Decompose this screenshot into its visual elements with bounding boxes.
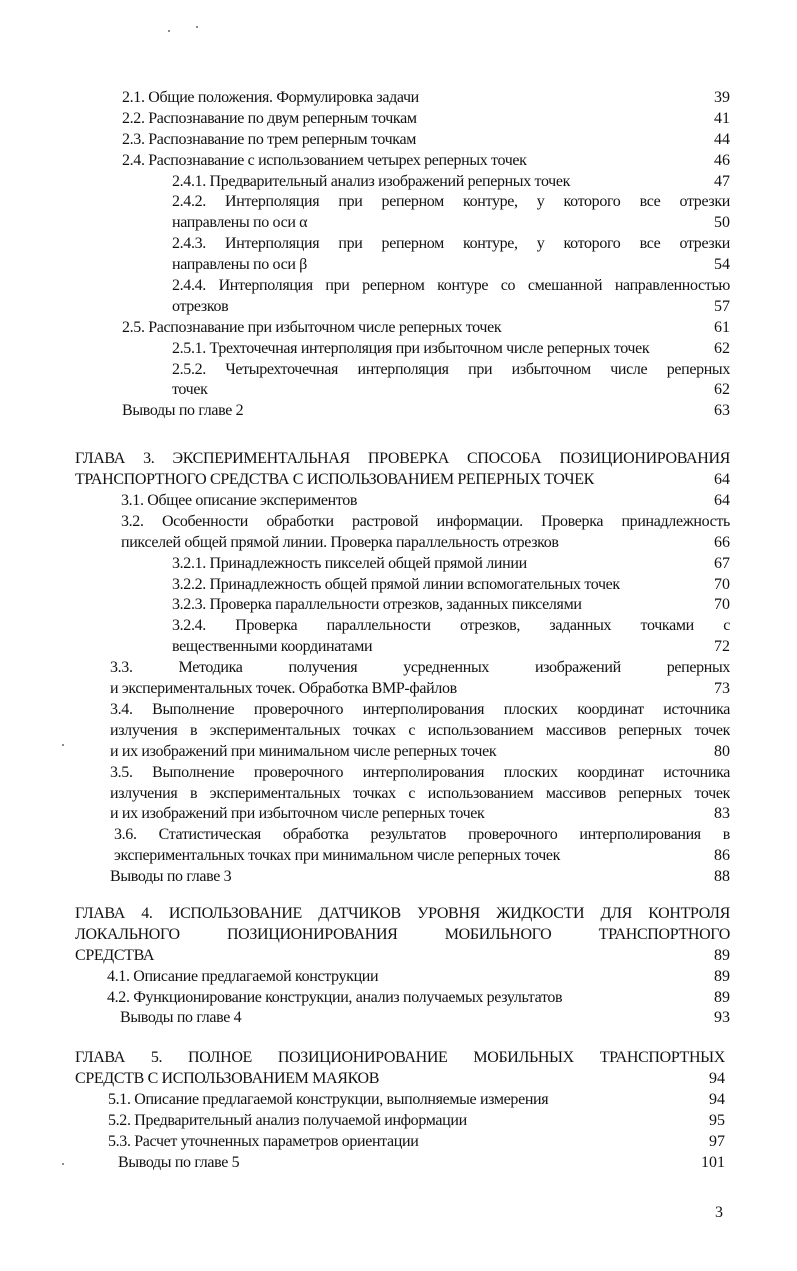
toc-entry [110, 700, 730, 763]
toc-entry-text: 3.5. Выполнение проверочного интерполирования плоских координат источника [110, 763, 730, 781]
toc-entry [172, 339, 730, 360]
toc-page-number: 39 [714, 89, 730, 106]
toc-page-number: 80 [714, 742, 730, 760]
toc-entry [114, 825, 730, 867]
toc-page-number: 50 [714, 214, 730, 232]
toc-page-number: 86 [714, 847, 730, 865]
toc-entry-text: точек [172, 381, 208, 399]
toc-entry [122, 151, 730, 172]
toc-entry [121, 491, 730, 512]
toc-page-number: 97 [709, 1132, 725, 1150]
toc-page-number: 83 [714, 805, 730, 823]
toc-entry-text: ГЛАВА 3. ЭКСПЕРИМЕНТАЛЬНАЯ ПРОВЕРКА СПОСОБА ПОЗИЦИОНИРОВАНИЯ [75, 450, 730, 468]
toc-entry-text: 3.4. Выполнение проверочного интерполирования плоских координат источника [110, 700, 730, 718]
toc-entry-text: 2.4.2. Интерполяция при реперном контуре, у которого все отрезки [172, 193, 730, 211]
toc-entry-text: 3.1. Общее описание экспериментов [121, 492, 358, 510]
toc-page-number: 94 [709, 1091, 725, 1109]
toc-entry-text: вещественными координатами [172, 638, 373, 656]
toc-page-number: 62 [714, 339, 730, 357]
toc-entry [108, 1132, 725, 1153]
toc-page-number: 89 [714, 967, 730, 985]
toc-page-number: 66 [714, 533, 730, 551]
toc-entry-text: 3.2. Особенности обработки растровой информации. Проверка принадлежность [121, 512, 730, 530]
toc-entry [172, 616, 730, 658]
toc-page-number: 101 [701, 1153, 725, 1171]
toc-page-number: 46 [714, 151, 730, 169]
toc-entry-text: 2.5. Распознавание при избыточном числе реперных точек [122, 318, 502, 336]
toc-entry-text: Выводы по главе 5 [118, 1153, 240, 1171]
toc-entry-text: 2.1. Общие положения. Формулировка задачи [122, 89, 419, 106]
toc-entry-text: экспериментальных точках при минимальном числе реперных точек [114, 847, 561, 865]
toc-page-number: 72 [714, 638, 730, 656]
toc-entry-text: 2.4.3. Интерполяция при реперном контуре, у которого все отрезки [172, 235, 730, 253]
toc-entry-text: ГЛАВА 5. ПОЛНОЕ ПОЗИЦИОНИРОВАНИЕ МОБИЛЬНЫХ ТРАНСПОРТНЫХ [75, 1049, 725, 1067]
toc-entry [108, 1090, 725, 1111]
toc-entry [172, 234, 730, 276]
toc-page-number: 62 [714, 381, 730, 399]
toc-entry [121, 512, 730, 554]
toc-page-number: 94 [709, 1070, 725, 1088]
toc-entry-text: ЛОКАЛЬНОГО ПОЗИЦИОНИРОВАНИЯ МОБИЛЬНОГО ТРАНСПОРТНОГО [75, 925, 730, 943]
toc-chapter-heading [75, 904, 730, 967]
toc-entry [122, 401, 730, 422]
toc-entry-text: ГЛАВА 4. ИСПОЛЬЗОВАНИЕ ДАТЧИКОВ УРОВНЯ ЖИДКОСТИ ДЛЯ КОНТРОЛЯ [75, 904, 730, 922]
toc-entry [172, 172, 730, 193]
toc-entry [108, 1111, 725, 1132]
toc-entry [172, 192, 730, 234]
toc-entry [172, 575, 730, 596]
toc-page-number: 88 [714, 868, 730, 886]
toc-entry-text: 3.3. Методика получения усредненных изображений реперных [110, 659, 730, 677]
toc-entry [122, 109, 730, 130]
toc-entry-text: и их изображений при минимальном числе реперных точек [110, 742, 497, 760]
toc-chapter-heading [75, 449, 730, 491]
toc-entry-text: СРЕДСТВ С ИСПОЛЬЗОВАНИЕМ МАЯКОВ [75, 1070, 380, 1088]
toc-page-number: 57 [714, 297, 730, 315]
toc-entry-text: 5.3. Расчет уточненных параметров ориентации [108, 1132, 419, 1150]
toc-page-number: 93 [714, 1009, 730, 1027]
toc-page-number: 67 [714, 554, 730, 572]
toc-page-number: 89 [714, 946, 730, 964]
toc-entry-text: излучения в экспериментальных точках с использованием массивов реперных точек [110, 721, 730, 739]
toc-entry-text: направлены по оси α [172, 214, 308, 232]
toc-entry [110, 658, 730, 700]
toc-page-number: 95 [709, 1111, 725, 1129]
toc-entry [107, 967, 730, 988]
scan-speck [62, 744, 64, 746]
toc-entry [172, 276, 730, 318]
toc-page-number: 73 [714, 680, 730, 698]
toc-entry-text: и экспериментальных точек. Обработка BMP-файлов [110, 680, 457, 698]
toc-entry-text: излучения в экспериментальных точках с использованием массивов реперных точек [110, 784, 730, 802]
toc-entry-text: СРЕДСТВА [75, 946, 155, 964]
toc-entry [120, 1008, 730, 1029]
toc-entry [172, 554, 730, 575]
toc-entry-text: пикселей общей прямой линии. Проверка параллельность отрезков [121, 533, 559, 551]
toc-page-number: 64 [714, 471, 730, 489]
toc-entry-text: 2.5.1. Трехточечная интерполяция при избыточном числе реперных точек [172, 339, 650, 357]
toc-page-number: 63 [714, 402, 730, 420]
toc-entry-text: 4.2. Функционирование конструкции, анализ получаемых результатов [107, 988, 563, 1006]
toc-entry-text: Выводы по главе 3 [110, 868, 232, 886]
toc-entry-text: 2.2. Распознавание по двум реперным точкам [122, 109, 417, 127]
scan-speck [196, 26, 198, 28]
toc-page-number: 61 [714, 318, 730, 336]
toc-entry-text: 2.4. Распознавание с использованием четырех реперных точек [122, 151, 527, 169]
toc-entry-text: Выводы по главе 4 [120, 1009, 242, 1027]
toc-page-number: 54 [714, 256, 730, 274]
toc-entry [122, 130, 730, 151]
table-of-contents [0, 88, 797, 1174]
toc-entry [107, 988, 730, 1009]
toc-page-number: 70 [714, 575, 730, 593]
page-number: 3 [715, 1204, 723, 1221]
toc-entry-text: направлены по оси β [172, 256, 307, 274]
toc-page-number: 44 [714, 130, 730, 148]
toc-entry-text: 3.6. Статистическая обработка результатов проверочного интерполирования в [114, 826, 730, 844]
toc-page-number: 41 [714, 109, 730, 127]
toc-entry [172, 360, 730, 402]
toc-entry [122, 318, 730, 339]
toc-chapter-heading [75, 1048, 725, 1090]
toc-entry-text: 2.3. Распознавание по трем реперным точкам [122, 130, 416, 148]
toc-entry-text: 3.2.3. Проверка параллельности отрезков, заданных пикселями [172, 596, 582, 614]
toc-entry-text: 2.4.4. Интерполяция при реперном контуре со смешанной направленностью [172, 277, 730, 295]
toc-entry-text: 5.2. Предварительный анализ получаемой информации [108, 1111, 467, 1129]
scan-speck [62, 1163, 64, 1165]
toc-entry-text: 3.2.1. Принадлежность пикселей общей прямой линии [172, 554, 527, 572]
toc-entry-text: 3.2.4. Проверка параллельности отрезков, заданных точками с [172, 617, 730, 635]
toc-page-number: 89 [714, 988, 730, 1006]
toc-entry-text: 4.1. Описание предлагаемой конструкции [107, 967, 379, 985]
toc-page-number: 47 [714, 172, 730, 190]
toc-entry-text: Выводы по главе 2 [122, 402, 244, 420]
toc-entry [122, 88, 730, 109]
toc-entry-text: ТРАНСПОРТНОГО СРЕДСТВА С ИСПОЛЬЗОВАНИЕМ РЕПЕРНЫХ ТОЧЕК [75, 471, 594, 489]
toc-entry [110, 867, 730, 888]
toc-entry-text: 2.5.2. Четырехточечная интерполяция при избыточном числе реперных [172, 360, 730, 378]
toc-page-number: 64 [714, 492, 730, 510]
toc-entry-text: 2.4.1. Предварительный анализ изображений реперных точек [172, 172, 571, 190]
toc-entry-text: отрезков [172, 297, 229, 315]
toc-entry [172, 595, 730, 616]
scan-speck [168, 30, 170, 32]
toc-entry [118, 1153, 725, 1174]
toc-page-number: 70 [714, 596, 730, 614]
toc-entry-text: 5.1. Описание предлагаемой конструкции, выполняемые измерения [108, 1091, 549, 1109]
toc-entry-text: 3.2.2. Принадлежность общей прямой линии вспомогательных точек [172, 575, 620, 593]
toc-entry [110, 763, 730, 826]
toc-entry-text: и их изображений при избыточном числе реперных точек [110, 805, 485, 823]
